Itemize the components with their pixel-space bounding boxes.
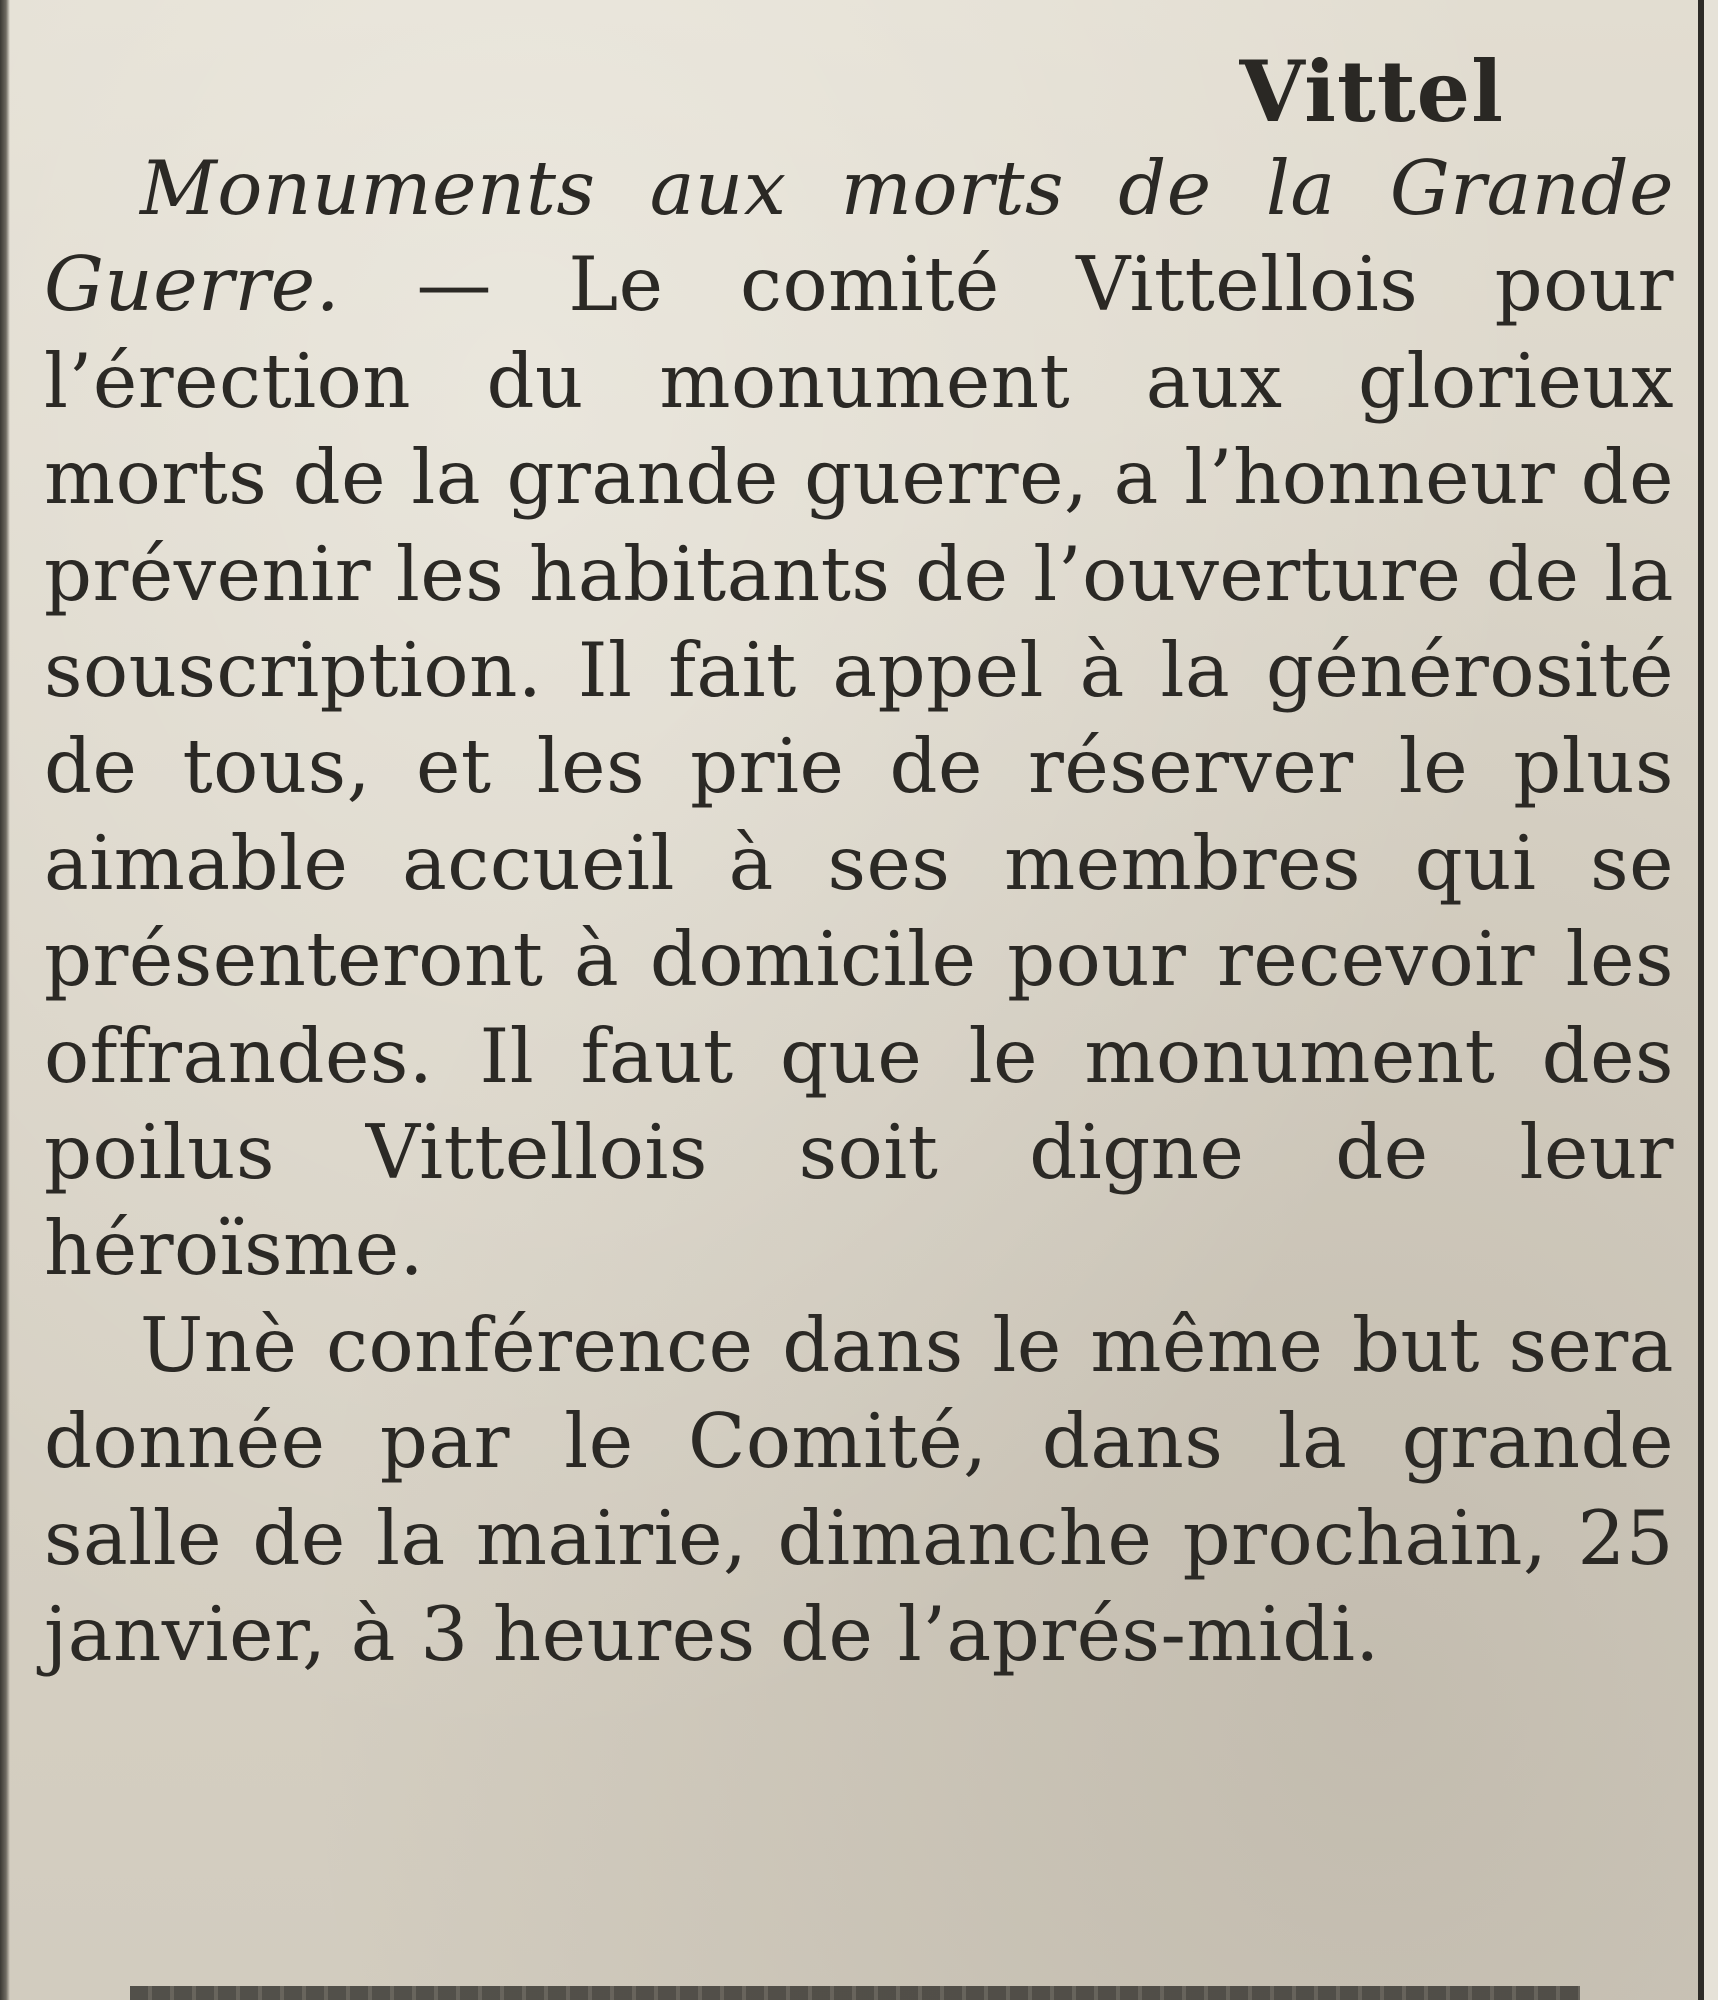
paragraph-1-lead: Monuments aux morts de la Grande Guerre. [44,144,1674,329]
article-heading: Vittel [1239,42,1504,141]
bottom-rule [130,1986,1580,2000]
paragraph-1 [44,140,1674,1297]
clipping-left-edge [0,0,10,2000]
paragraph-2: Unè conférence dans le même but sera donnée par le Comité, dans la grande salle de la mairie, dimanche prochain, 25 janvier, à 3 heures de l’aprés-midi. [44,1300,1674,1679]
article [44,44,1674,1683]
right-margin [1704,0,1718,2000]
paragraph-1-body: — Le comité Vittellois pour l’érection du monument aux glorieux morts de la grande guerre, a l’honneur de prévenir les habitants de l’ouverture de la souscription. Il fait appel à la générosité de tous, et les prie de réserver le plus aimable accueil à ses membres qui se présenteront à domicile pour recevoir les offrandes. Il faut que le monument des poilus Vittellois soit digne de leur héroïsme. [44,240,1674,1293]
